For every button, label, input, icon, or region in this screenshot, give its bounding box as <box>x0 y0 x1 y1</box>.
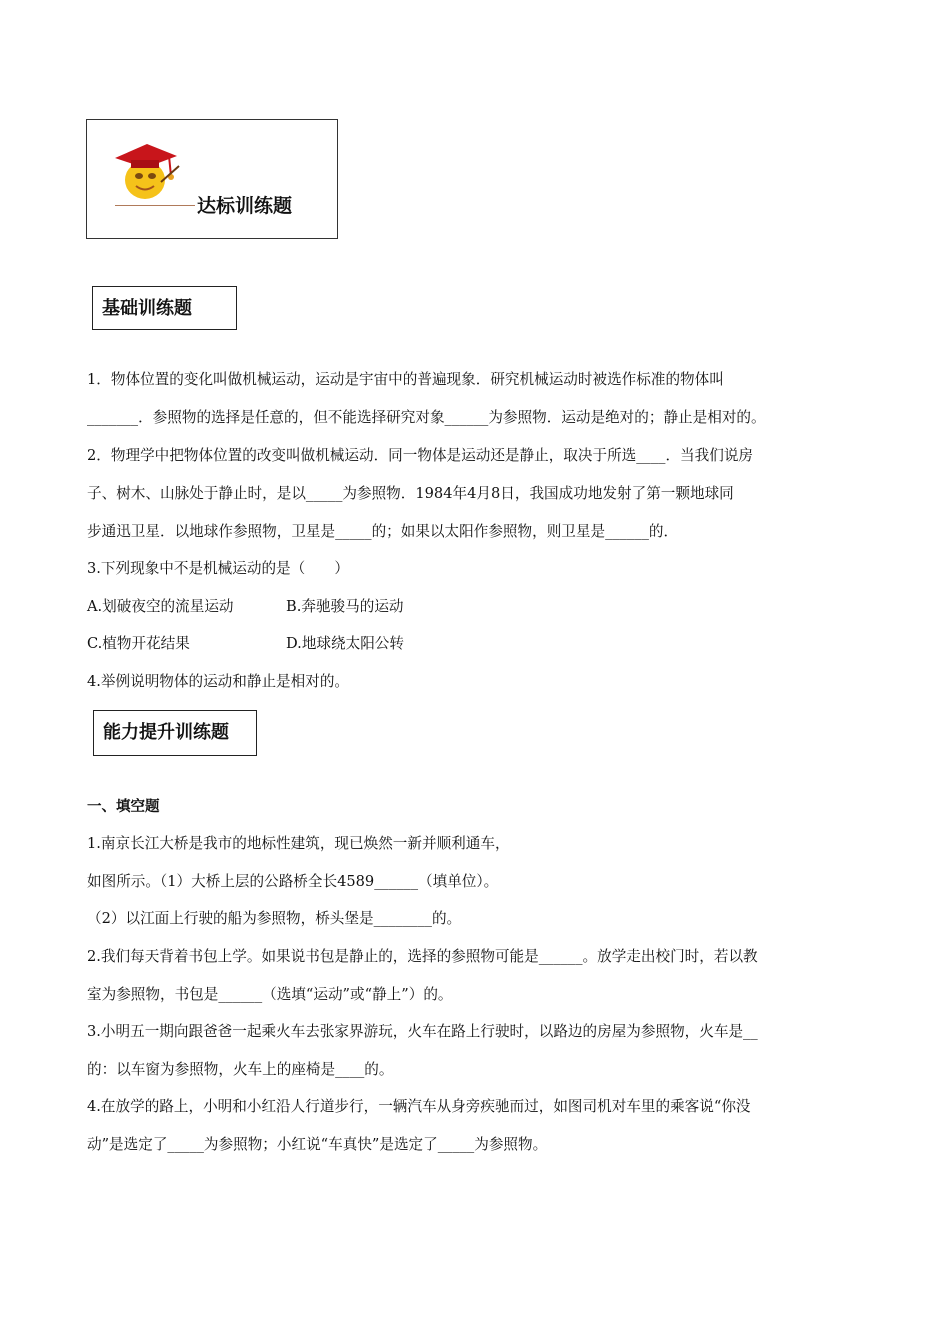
advanced-line-2: 如图所示。（1）大桥上层的公路桥全长4589______（填单位）。 <box>87 873 499 890</box>
title-banner <box>86 119 338 239</box>
advanced-line-4: 2.我们每天背着书包上学。如果说书包是静止的，选择的参照物可能是______。放学走出校门时，若以教 <box>87 948 758 965</box>
advanced-line-5: 室为参照物，书包是______（选填“运动”或“静上”）的。 <box>87 986 453 1003</box>
advanced-line-7: 的：以车窗为参照物，火车上的座椅是____的。 <box>87 1061 394 1078</box>
section-advanced-heading: 能力提升训练题 <box>93 710 257 756</box>
option-b: B.奔驰骏马的运动 <box>286 598 404 615</box>
basic-line-4: 子、树木、山脉处于静止时，是以_____为参照物．1984年4月8日，我国成功地发射了第一颗地球同 <box>87 485 734 502</box>
advanced-line-3: （2）以江面上行驶的船为参照物，桥头堡是________的。 <box>87 910 462 927</box>
option-c: C.植物开花结果 <box>87 635 190 652</box>
advanced-line-1: 1.南京长江大桥是我市的地标性建筑，现已焕然一新并顺利通车， <box>87 835 510 852</box>
advanced-line-8: 4.在放学的路上，小明和小红沿人行道步行，一辆汽车从身旁疾驰而过，如图司机对车里的乘客说“你没 <box>87 1098 751 1115</box>
advanced-line-6: 3.小明五一期向跟爸爸一起乘火车去张家界游玩，火车在路上行驶时，以路边的房屋为参照物，火车是__ <box>87 1023 758 1040</box>
basic-line-2: _______．参照物的选择是任意的，但不能选择研究对象______为参照物．运动是绝对的；静止是相对的。 <box>87 409 766 426</box>
section-basic-heading: 基础训练题 <box>92 286 237 330</box>
fill-blank-heading: 一、填空题 <box>87 799 160 815</box>
basic-line-5: 步通迅卫星．以地球作参照物，卫星是_____的；如果以太阳作参照物，则卫星是______的． <box>87 523 679 540</box>
option-d: D.地球绕太阳公转 <box>286 635 404 652</box>
question-4: 4.举例说明物体的运动和静止是相对的。 <box>87 673 350 690</box>
basic-line-1: 1．物体位置的变化叫做机械运动，运动是宇宙中的普遍现象．研究机械运动时被选作标准的物体叫 <box>87 371 724 388</box>
banner-rule <box>115 205 195 206</box>
basic-line-3: 2．物理学中把物体位置的改变叫做机械运动．同一物体是运动还是静止，取决于所选____．当我们说房 <box>87 447 754 464</box>
banner-title: 达标训练题 <box>197 195 293 217</box>
option-a: A.划破夜空的流星运动 <box>87 598 234 615</box>
advanced-line-9: 动”是选定了_____为参照物；小红说“车真快”是选定了_____为参照物。 <box>87 1136 548 1153</box>
question-3-stem: 3.下列现象中不是机械运动的是（ ） <box>87 560 350 577</box>
graduation-cap-smiley-icon <box>109 136 189 204</box>
